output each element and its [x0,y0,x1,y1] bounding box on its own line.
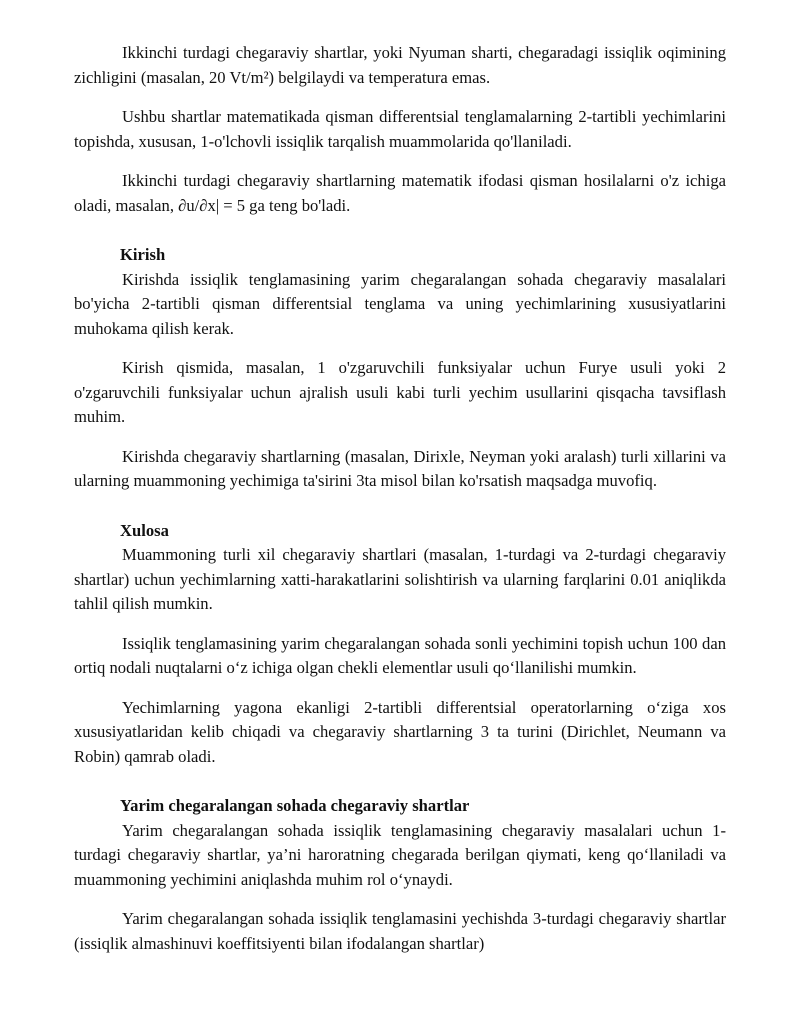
section-heading-kirish: Kirish [120,245,166,264]
paragraph: Ikkinchi turdagi chegaraviy shartlarning matematik ifodasi qisman hosilalarni o'z ichiga oladi, masalan, ∂u/∂x| = 5 ga teng bo'ladi. [74,171,726,215]
paragraph: Yarim chegaralangan sohada issiqlik tenglamasini yechishda 3-turdagi chegaraviy shartlar (issiqlik almashinuvi koeffitsiyenti bilan ifodalangan shartlar) [74,909,726,953]
paragraph: Muammoning turli xil chegaraviy shartlari (masalan, 1-turdagi va 2-turdagi chegaraviy shartlar) uchun yechimlarning xatti-harakatlarini solishtirish va ularning farqlarini 0.01 aniqlikda tahlil qilish mumkin. [74,545,726,613]
paragraph: Issiqlik tenglamasining yarim chegaralangan sohada sonli yechimini topish uchun 100 dan ortiq nodali nuqtalarni o‘z ichiga olgan chekli elementlar usuli qo‘llanilishi mumkin. [74,633,726,677]
section-heading-xulosa: Xulosa [120,520,169,540]
paragraph: Kirishda chegaraviy shartlarning (masalan, Dirixle, Neyman yoki aralash) turli xillarini va ularning muammoning yechimiga ta'sirini 3ta misol bilan ko'rsatish maqsadga muvofiq. [74,446,726,490]
paragraph: Yechimlarning yagona ekanligi 2-tartibli differentsial operatorlarning o‘ziga xos xususiyatlaridan kelib chiqadi va chegaraviy shartlarning 3 ta turini (Dirichlet, Neumann va Robin) qamrab oladi. [74,697,726,766]
paragraph: Ikkinchi turdagi chegaraviy shartlar, yoki Nyuman sharti, chegaradagi issiqlik oqimining zichligini (masalan, 20 Vt/m²) belgilaydi va temperatura emas. [74,43,726,87]
paragraph: Ushbu shartlar matematikada qisman differentsial tenglamalarning 2-tartibli yechimlarini topishda, xususan, 1-o'lchovli issiqlik tarqalish muammolarida qo'llaniladi. [74,107,726,151]
paragraph: Yarim chegaralangan sohada issiqlik tenglamasining chegaraviy masalalari uchun 1-turdagi chegaraviy shartlar, ya’ni haroratning chegarada berilgan qiymati, keng qo‘llaniladi va muammoning yechimini aniqlashda muhim rol o‘ynaydi. [74,820,726,889]
section-heading-boundary-conditions: Yarim chegaralangan sohada chegaraviy shartlar [120,796,470,815]
paragraph: Kirishda issiqlik tenglamasining yarim chegaralangan sohada chegaraviy masalalari bo'yicha 2-tartibli qisman differentsial tenglama va uning yechimlarining xususiyatlarini muhokama qilish kerak. [74,269,726,338]
paragraph: Kirish qismida, masalan, 1 o'zgaruvchili funksiyalar uchun Furye usuli yoki 2 o'zgaruvchili funksiyalar uchun ajralish usuli kabi turli yechim usullarini qisqacha tavsiflash muhim. [74,358,726,426]
